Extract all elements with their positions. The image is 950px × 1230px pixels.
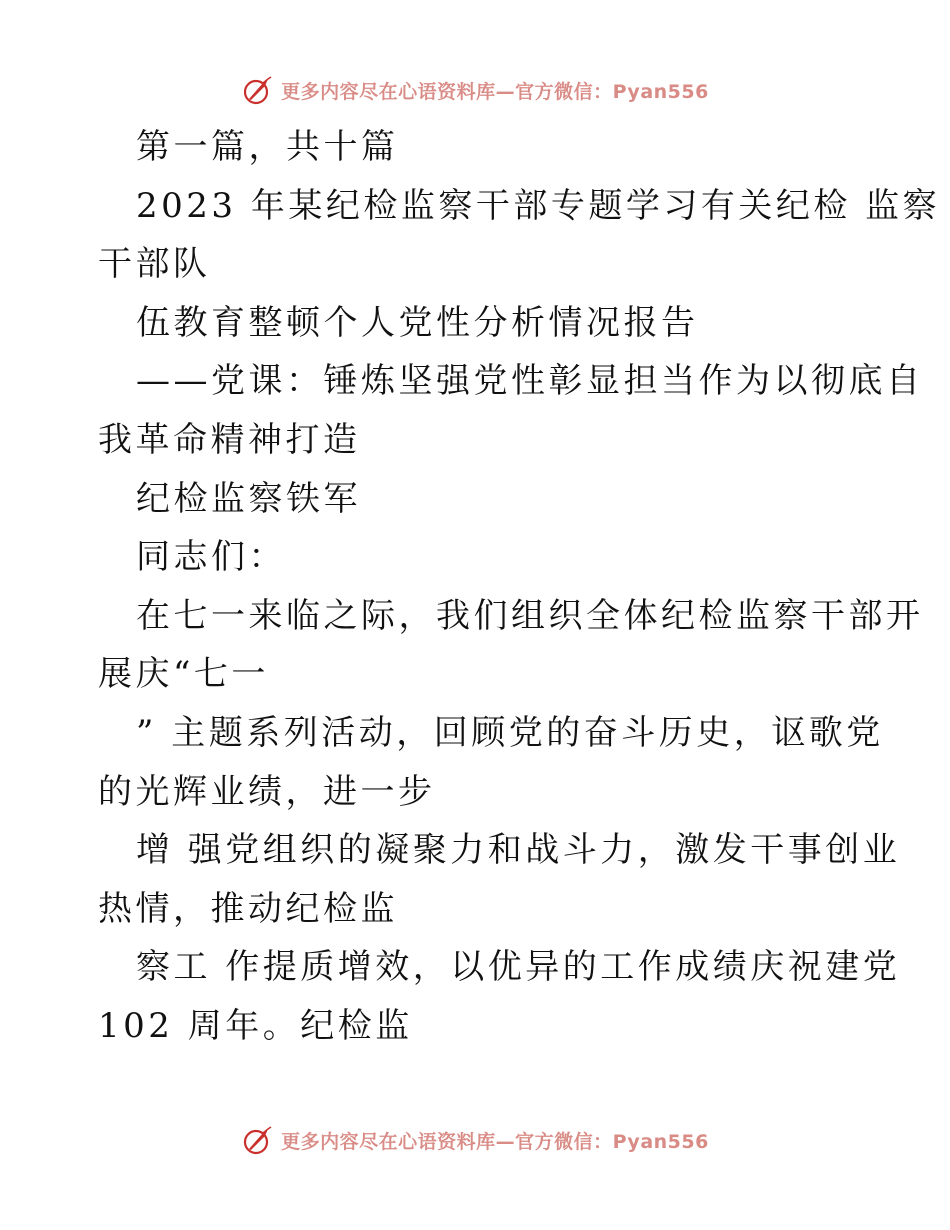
doc-line: 第一篇，共十篇: [136, 127, 399, 167]
doc-line: 察工 作提质增效，以优异的工作成绩庆祝建党: [136, 947, 901, 988]
doc-line: 增 强党组织的凝聚力和战斗力，激发干事创业: [136, 830, 901, 871]
doc-line: ——党课：锤炼坚强党性彰显担当作为以彻底自: [136, 361, 924, 402]
header-watermark: [0, 70, 950, 110]
footer-watermark: [0, 1120, 950, 1160]
document-body: [98, 118, 941, 1056]
doc-line: 同志们：: [136, 537, 286, 578]
doc-line: 的光辉业绩，进一步: [98, 771, 436, 812]
doc-line: 2023 年某纪检监察干部专题学习有关纪检 监察: [136, 185, 941, 226]
doc-line: 干部队: [98, 244, 211, 285]
doc-line: 在七一来临之际，我们组织全体纪检监察干部开: [136, 595, 924, 636]
doc-line: ” 主题系列活动，回顾党的奋斗历史，讴歌党: [136, 712, 884, 753]
doc-line: 纪检监察铁军: [136, 478, 361, 519]
doc-line: 展庆“七一: [98, 654, 269, 695]
doc-line: 我革命精神打造: [98, 419, 361, 460]
watermark-text: 更多内容尽在心语资料库—官方微信：Pyan556: [281, 1130, 709, 1153]
doc-line: 102 周年。纪检监: [98, 1005, 413, 1046]
doc-line: 热情，推动纪检监: [98, 888, 398, 929]
pen-logo-icon: [241, 73, 275, 107]
doc-line: 伍教育整顿个人党性分析情况报告: [136, 302, 699, 343]
pen-logo-icon: [241, 1123, 275, 1157]
watermark-text: 更多内容尽在心语资料库—官方微信：Pyan556: [281, 80, 709, 103]
